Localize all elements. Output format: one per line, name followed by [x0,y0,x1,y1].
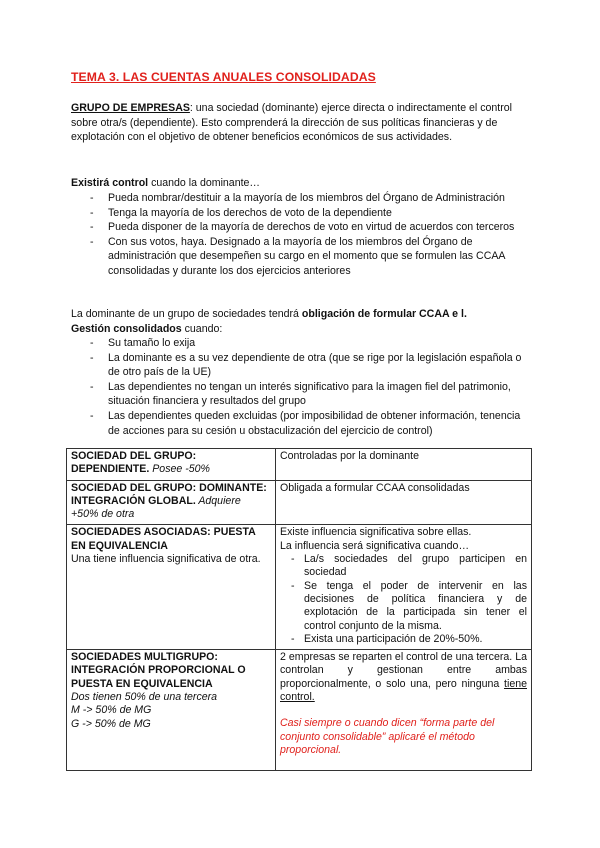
row4-right-text [280,651,527,704]
row1-left-bold: SOCIEDAD DEL GRUPO: DEPENDIENTE. [71,450,197,476]
list-item: - La/s sociedades del grupo participen en sociedad [280,553,527,580]
row4-red-b: aplicaré el método proporcional. [280,730,475,756]
obligation-bold2: Gestión consolidados [71,322,182,335]
intro-paragraph [71,101,527,145]
company-types-table [66,448,532,771]
row1-left-italic: Posee -50% [149,463,210,476]
page-title: TEMA 3. LAS CUENTAS ANUALES CONSOLIDADAS [71,70,376,84]
table-row [67,449,532,481]
obligation-lead: La dominante de un grupo de sociedades tendrá [71,308,302,320]
list-item: - Se tenga el poder de intervenir en las decisiones de política financiera y de explotación de la participada sin tener el control conjunto de la misma. [280,580,527,633]
obligation-rest: cuando: [181,322,223,335]
row3-left-text: Una tiene influencia significativa de otra. [71,553,261,566]
table-cell [67,449,276,481]
list-item: - Las dependientes no tengan un interés significativo para la imagen fiel del patrimonio, situación financiera y resultados del grupo [71,380,527,409]
table-row [67,525,532,650]
intro-term: GRUPO DE EMPRESAS [71,102,190,114]
list-item: - Tenga la mayoría de los derechos de voto de la dependiente [71,206,527,221]
row3-left-bold: SOCIEDADES ASOCIADAS: PUESTA EN EQUIVALENCIA [71,526,256,552]
row2-left-bold: SOCIEDAD DEL GRUPO: DOMINANTE: INTEGRACIÓN GLOBAL. [71,481,267,507]
row4-red-a: Casi siempre o cuando dicen [280,717,420,730]
table-cell: Controladas por la dominante [276,449,532,481]
list-item: - Pueda nombrar/destituir a la mayoría de los miembros del Órgano de Administración [71,191,527,206]
list-item: - Con sus votos, haya. Designado a la mayoría de los miembros del Órgano de administración que desempeñen su cargo en el momento que se formulen las CCAA consolidadas y durante los dos ejercicios anteriores [71,235,527,279]
list-item: - Exista una participación de 20%-50%. [280,633,527,646]
row4-red-note [280,717,527,757]
row4-left-italic-3: G -> 50% de MG [71,717,151,730]
row4-red-quote: “forma parte del conjunto consolidable” [280,717,495,743]
table-cell [276,525,532,650]
control-list [71,191,527,279]
table-cell [276,650,532,771]
row4-left-italic-2: M -> 50% de MG [71,704,152,717]
obligation-paragraph [71,307,527,336]
list-item: - La dominante es a su vez dependiente de otra (que se rige por la legislación española o de otro país de la UE) [71,351,527,380]
table-cell [67,480,276,525]
row3-conditions-list [280,553,527,646]
row4-right-body: 2 empresas se reparten el control de una tercera. La controlan y gestionan entre ambas proporcionalmente, o solo una, pero ninguna [280,651,527,690]
table-row [67,480,532,525]
control-lead-rest: cuando la dominante… [148,177,261,189]
row2-left-italic: Adquiere +50% de otra [71,494,241,521]
control-heading [71,176,527,191]
list-item: - Las dependientes queden excluidas (por imposibilidad de obtener información, tenencia de acciones para su cesión u obstaculización del ejercicio de control) [71,409,527,438]
table-cell [67,650,276,771]
list-item: - Pueda disponer de la mayoría de derechos de voto en virtud de acuerdos con terceros [71,220,527,235]
obligation-list [71,336,527,438]
intro-text: : una sociedad (dominante) ejerce directa o indirectamente el control sobre otra/s (dependiente). Esto comprenderá la dirección de sus políticas financieras y de explotación con el objetivo de obtener beneficios económicos de sus actividades. [71,102,513,144]
table-row [67,650,532,771]
row4-left-italic-1: Dos tienen 50% de una tercera [71,691,218,704]
table-cell [67,525,276,650]
row4-left-bold: SOCIEDADES MULTIGRUPO: INTEGRACIÓN PROPORCIONAL O PUESTA EN EQUIVALENCIA [71,651,246,690]
table-cell: Obligada a formular CCAA consolidadas [276,480,532,525]
row3-right-line1: Existe influencia significativa sobre ellas. [280,526,472,539]
row3-right-line2: La influencia será significativa cuando… [280,539,470,552]
obligation-bold1: obligación de formular CCAA e l. [301,308,467,320]
list-item: - Su tamaño lo exija [71,336,527,351]
control-lead-bold: Existirá control [71,177,149,189]
row4-right-underlined: tiene control. [280,677,527,704]
